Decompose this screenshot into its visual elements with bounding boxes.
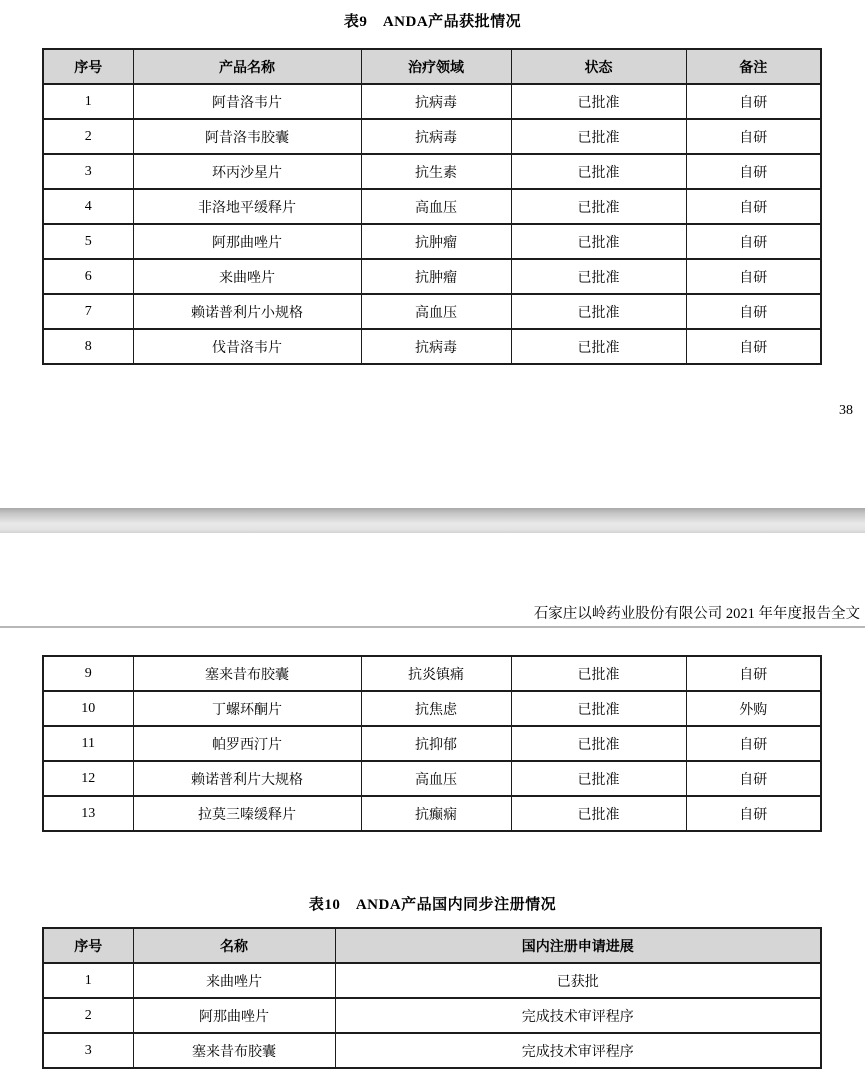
table-cell: 抗生素 bbox=[361, 154, 511, 189]
table-cell: 5 bbox=[43, 224, 133, 259]
table-cell: 4 bbox=[43, 189, 133, 224]
table-cell: 已批准 bbox=[511, 691, 686, 726]
table-cell: 11 bbox=[43, 726, 133, 761]
table-cell: 已批准 bbox=[511, 656, 686, 691]
table-cell: 抗病毒 bbox=[361, 119, 511, 154]
table-cell: 1 bbox=[43, 963, 133, 998]
table-cell: 阿那曲唑片 bbox=[133, 224, 361, 259]
anda-domestic-registration-table bbox=[42, 927, 822, 1069]
table-cell: 自研 bbox=[686, 224, 821, 259]
table-row bbox=[43, 761, 821, 796]
table-cell: 已批准 bbox=[511, 259, 686, 294]
table-cell: 已批准 bbox=[511, 154, 686, 189]
anda-approval-table-page1 bbox=[42, 48, 822, 365]
table-cell: 丁螺环酮片 bbox=[133, 691, 361, 726]
table-cell: 抗癫痫 bbox=[361, 796, 511, 831]
table-row bbox=[43, 963, 821, 998]
table-row bbox=[43, 294, 821, 329]
table-cell: 抗炎镇痛 bbox=[361, 656, 511, 691]
table-cell: 已批准 bbox=[511, 796, 686, 831]
column-header: 序号 bbox=[43, 49, 133, 84]
table-cell: 自研 bbox=[686, 329, 821, 364]
table-cell: 1 bbox=[43, 84, 133, 119]
column-header: 治疗领域 bbox=[361, 49, 511, 84]
table-cell: 塞来昔布胶囊 bbox=[133, 656, 361, 691]
table-row bbox=[43, 796, 821, 831]
table-header-row bbox=[43, 928, 821, 963]
table-cell: 完成技术审评程序 bbox=[335, 1033, 821, 1068]
table-row bbox=[43, 656, 821, 691]
table-cell: 已批准 bbox=[511, 119, 686, 154]
table-cell: 自研 bbox=[686, 189, 821, 224]
table-cell: 自研 bbox=[686, 119, 821, 154]
anda-approval-table-continuation bbox=[42, 655, 822, 832]
column-header: 备注 bbox=[686, 49, 821, 84]
table-cell: 8 bbox=[43, 329, 133, 364]
table-row bbox=[43, 1033, 821, 1068]
table-cell: 阿昔洛韦片 bbox=[133, 84, 361, 119]
column-header: 产品名称 bbox=[133, 49, 361, 84]
table-cell: 自研 bbox=[686, 796, 821, 831]
table-cell: 已获批 bbox=[335, 963, 821, 998]
table-cell: 高血压 bbox=[361, 189, 511, 224]
table-cell: 7 bbox=[43, 294, 133, 329]
table-cell: 已批准 bbox=[511, 329, 686, 364]
table-cell: 拉莫三嗪缓释片 bbox=[133, 796, 361, 831]
table-cell: 自研 bbox=[686, 726, 821, 761]
table-cell: 已批准 bbox=[511, 761, 686, 796]
table9-title: 表9 ANDA产品获批情况 bbox=[343, 14, 522, 30]
table-cell: 高血压 bbox=[361, 761, 511, 796]
table-cell: 6 bbox=[43, 259, 133, 294]
table-cell: 伐昔洛韦片 bbox=[133, 329, 361, 364]
table-cell: 自研 bbox=[686, 761, 821, 796]
table-cell: 自研 bbox=[686, 656, 821, 691]
table-cell: 抗肿瘤 bbox=[361, 224, 511, 259]
page-separator bbox=[0, 508, 865, 533]
table-cell: 10 bbox=[43, 691, 133, 726]
table-cell: 完成技术审评程序 bbox=[335, 998, 821, 1033]
table-cell: 环丙沙星片 bbox=[133, 154, 361, 189]
table-cell: 阿那曲唑片 bbox=[133, 998, 335, 1033]
table-row bbox=[43, 119, 821, 154]
table-row bbox=[43, 84, 821, 119]
table-cell: 帕罗西汀片 bbox=[133, 726, 361, 761]
table-cell: 抗肿瘤 bbox=[361, 259, 511, 294]
table-cell: 12 bbox=[43, 761, 133, 796]
table-row bbox=[43, 726, 821, 761]
table-cell: 已批准 bbox=[511, 726, 686, 761]
table-cell: 9 bbox=[43, 656, 133, 691]
table-cell: 抗病毒 bbox=[361, 329, 511, 364]
table-cell: 已批准 bbox=[511, 224, 686, 259]
table-cell: 来曲唑片 bbox=[133, 259, 361, 294]
table-cell: 2 bbox=[43, 998, 133, 1033]
table-cell: 3 bbox=[43, 154, 133, 189]
column-header: 状态 bbox=[511, 49, 686, 84]
table-row bbox=[43, 189, 821, 224]
table-cell: 自研 bbox=[686, 294, 821, 329]
table-row bbox=[43, 691, 821, 726]
table-header-row bbox=[43, 49, 821, 84]
table-cell: 阿昔洛韦胶囊 bbox=[133, 119, 361, 154]
table-cell: 抗焦虑 bbox=[361, 691, 511, 726]
table-cell: 已批准 bbox=[511, 84, 686, 119]
table-cell: 3 bbox=[43, 1033, 133, 1068]
table-row bbox=[43, 154, 821, 189]
running-header: 石家庄以岭药业股份有限公司 2021 年年度报告全文 bbox=[533, 606, 860, 622]
table-row bbox=[43, 329, 821, 364]
table-row bbox=[43, 998, 821, 1033]
table-cell: 赖诺普利片大规格 bbox=[133, 761, 361, 796]
table-cell: 非洛地平缓释片 bbox=[133, 189, 361, 224]
table-cell: 抗抑郁 bbox=[361, 726, 511, 761]
table-cell: 2 bbox=[43, 119, 133, 154]
table-cell: 抗病毒 bbox=[361, 84, 511, 119]
table-cell: 自研 bbox=[686, 259, 821, 294]
table-cell: 已批准 bbox=[511, 189, 686, 224]
table-cell: 塞来昔布胶囊 bbox=[133, 1033, 335, 1068]
table-cell: 来曲唑片 bbox=[133, 963, 335, 998]
table-cell: 自研 bbox=[686, 154, 821, 189]
table-cell: 已批准 bbox=[511, 294, 686, 329]
table-row bbox=[43, 224, 821, 259]
table-cell: 13 bbox=[43, 796, 133, 831]
table-cell: 赖诺普利片小规格 bbox=[133, 294, 361, 329]
running-header-rule bbox=[0, 626, 865, 628]
table-cell: 自研 bbox=[686, 84, 821, 119]
page-number: 38 bbox=[839, 403, 853, 418]
table-row bbox=[43, 259, 821, 294]
column-header: 名称 bbox=[133, 928, 335, 963]
table10-title: 表10 ANDA产品国内同步注册情况 bbox=[308, 897, 557, 913]
table-cell: 外购 bbox=[686, 691, 821, 726]
table-cell: 高血压 bbox=[361, 294, 511, 329]
column-header: 序号 bbox=[43, 928, 133, 963]
column-header: 国内注册申请进展 bbox=[335, 928, 821, 963]
